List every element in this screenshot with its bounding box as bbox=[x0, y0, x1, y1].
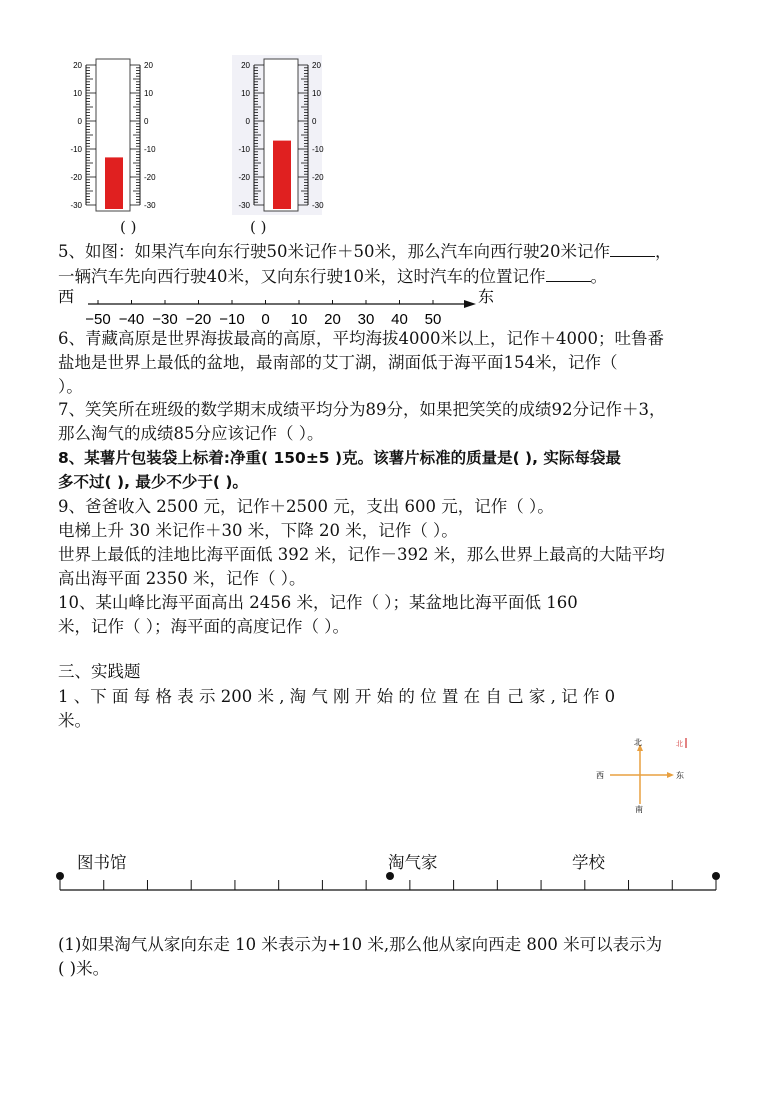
scale-label-left: -20 bbox=[238, 173, 250, 182]
north-arrow-label: 北 bbox=[676, 741, 683, 748]
q6-line1: 6、青藏高原是世界海拔最高的高原，平均海拔4000米以上，记作＋4000；吐鲁番 bbox=[58, 329, 664, 348]
scale-label-left: 0 bbox=[77, 117, 82, 126]
scale-label-right: -10 bbox=[144, 145, 156, 154]
q5-blank1[interactable] bbox=[610, 240, 655, 257]
library-dot bbox=[56, 872, 64, 880]
map-end-dot bbox=[712, 872, 720, 880]
q5-end2: 。 bbox=[590, 267, 607, 286]
home-label: 淘气家 bbox=[388, 853, 438, 872]
scale-label-right: 0 bbox=[312, 117, 317, 126]
q1-sub-line2: ( )米。 bbox=[58, 959, 110, 978]
section3-title: 三、实践题 bbox=[58, 662, 141, 681]
q9-line2: 电梯上升 30 米记作＋30 米，下降 20 米，记作（ ）。 bbox=[58, 521, 458, 540]
scale-label-left: 20 bbox=[73, 61, 82, 70]
scale-label-right: -30 bbox=[312, 201, 324, 210]
map-line-ticks bbox=[60, 880, 716, 890]
q5-line1 bbox=[58, 240, 672, 264]
q5-end1: ， bbox=[655, 242, 672, 261]
number-line-figure bbox=[58, 286, 508, 326]
q8-line1: 8、某薯片包装袋上标着:净重( 150±5 )克。该薯片标准的质量是( ), 实际每袋最 bbox=[58, 449, 621, 467]
number-line-tick-label: 40 bbox=[391, 311, 408, 326]
q5-text1: 5、如图：如果汽车向东行驶50米记作＋50米，那么汽车向西行驶20米记作 bbox=[58, 242, 610, 261]
scale-label-left: 0 bbox=[245, 117, 250, 126]
scale-label-left: -30 bbox=[238, 201, 250, 210]
east-label: 东 bbox=[478, 289, 495, 306]
q10-line2: 米，记作（ ）；海平面的高度记作（ ）。 bbox=[58, 617, 349, 636]
scale-label-right: 20 bbox=[312, 61, 321, 70]
west-label: 西 bbox=[58, 289, 75, 306]
number-line-tick-label: −40 bbox=[118, 311, 145, 326]
thermometer-figure bbox=[60, 55, 330, 220]
q5-blank2[interactable] bbox=[546, 265, 591, 282]
home-dot bbox=[386, 872, 394, 880]
q10-line1: 10、某山峰比海平面高出 2456 米，记作（ ）；某盆地比海平面低 160 bbox=[58, 593, 578, 612]
compass-south: 南 bbox=[635, 805, 643, 814]
q8-line2: 多不过( ), 最少不少于( )。 bbox=[58, 473, 248, 491]
scale-label-right: -20 bbox=[312, 173, 324, 182]
section3-q1-line1: 1 、下 面 每 格 表 示 200 米 , 淘 气 刚 开 始 的 位 置 在 自 己 家 , 记 作 0 bbox=[58, 687, 616, 706]
q6-line3: ）。 bbox=[58, 377, 83, 396]
number-line-tick-label: 50 bbox=[424, 311, 442, 326]
scale-label-right: -30 bbox=[144, 201, 156, 210]
scale-label-right: -10 bbox=[312, 145, 324, 154]
number-line-tick-label: −20 bbox=[185, 311, 212, 326]
q9-line4: 高出海平面 2350 米，记作（ ）。 bbox=[58, 569, 306, 588]
q9-line3: 世界上最低的洼地比海平面低 392 米，记作－392 米，那么世界上最高的大陆平均 bbox=[58, 545, 665, 564]
q7-line1: 7、笑笑所在班级的数学期末成绩平均分为89分，如果把笑笑的成绩92分记作＋3， bbox=[58, 400, 666, 419]
number-line-arrow bbox=[464, 300, 476, 308]
scale-label-left: 20 bbox=[241, 61, 250, 70]
number-line-tick-label: 0 bbox=[261, 311, 270, 326]
scale-label-left: 10 bbox=[241, 89, 250, 98]
school-label: 学校 bbox=[572, 853, 605, 872]
number-line-tick-label: −50 bbox=[85, 311, 111, 326]
scale-label-right: -20 bbox=[144, 173, 156, 182]
q9-line1: 9、爸爸收入 2500 元，记作＋2500 元，支出 600 元，记作（ ）。 bbox=[58, 497, 554, 516]
scale-label-left: -20 bbox=[70, 173, 82, 182]
scale-label-right: 10 bbox=[144, 89, 153, 98]
thermometer-left-answer: ( ) bbox=[120, 218, 137, 236]
thermometer-right-answer: ( ) bbox=[250, 218, 267, 236]
number-line-tick-label: 30 bbox=[357, 311, 375, 326]
compass-figure bbox=[592, 734, 692, 818]
q5-text2: 一辆汽车先向西行驶40米，又向东行驶10米，这时汽车的位置记作 bbox=[58, 267, 546, 286]
number-line-tick-label: −30 bbox=[152, 311, 178, 326]
q6-line2: 盐地是世界上最低的盆地，最南部的艾丁湖，湖面低于海平面154米，记作（ bbox=[58, 353, 618, 372]
section3-q1-line2: 米。 bbox=[58, 711, 91, 730]
map-line-figure bbox=[50, 866, 730, 906]
scale-label-left: -10 bbox=[238, 145, 250, 154]
number-line-tick-label: 20 bbox=[324, 311, 341, 326]
compass-east: 东 bbox=[676, 771, 684, 780]
number-line-tick-label: 10 bbox=[290, 311, 308, 326]
q7-line2: 那么淘气的成绩85分应该记作（ ）。 bbox=[58, 424, 324, 443]
scale-label-left: 10 bbox=[73, 89, 82, 98]
scale-label-left: -30 bbox=[70, 201, 82, 210]
q1-sub-line1: (1)如果淘气从家向东走 10 米表示为+10 米,那么他从家向西走 800 米可以表示为 bbox=[58, 935, 663, 954]
thermometer-liquid bbox=[105, 157, 123, 209]
compass-north: 北 bbox=[634, 738, 642, 747]
thermometer-left bbox=[70, 59, 156, 211]
number-line-tick-label: −10 bbox=[219, 311, 245, 326]
compass-west: 西 bbox=[596, 771, 604, 780]
scale-label-right: 20 bbox=[144, 61, 153, 70]
thermometer-liquid bbox=[273, 141, 291, 209]
compass-east-arrowhead bbox=[667, 772, 674, 778]
scale-label-left: -10 bbox=[70, 145, 82, 154]
library-label: 图书馆 bbox=[77, 853, 127, 872]
scale-label-right: 0 bbox=[144, 117, 149, 126]
scale-label-right: 10 bbox=[312, 89, 321, 98]
